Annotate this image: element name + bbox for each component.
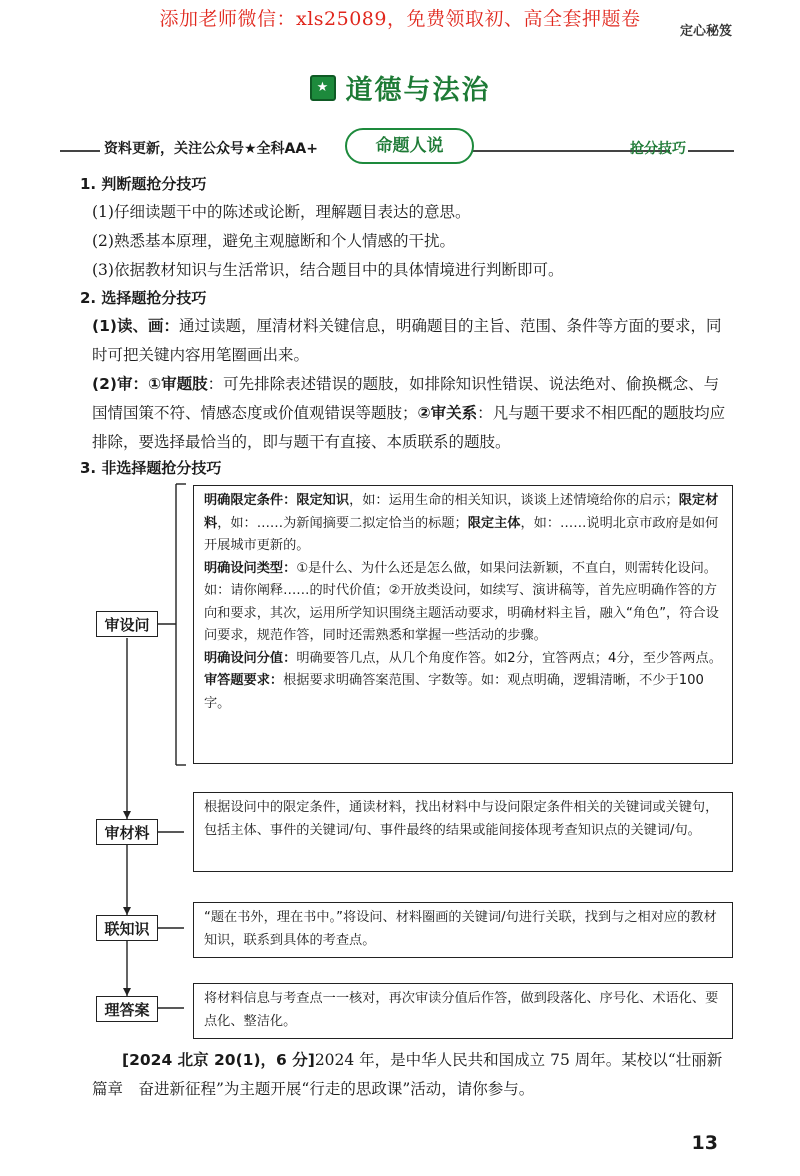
section-tip: 抢分技巧: [630, 141, 686, 157]
paragraph: (2)审：①审题肢：可先排除表述错误的题肢，如排除知识性错误、说法绝对、偷换概念、与国情国策不符、情感态度或价值观错误等题肢；②审关系：凡与题干要求不相匹配的题肢均应排除，要选择最恰当的，即与题干有直接、本质联系的题肢。: [92, 375, 726, 451]
example-source: [2024 北京 20(1)，6 分]: [122, 1051, 315, 1069]
series-tag: 定心秘笈: [679, 24, 732, 39]
step-box-cailiao: 根据设问中的限定条件，通读材料，找出材料中与设问限定条件相关的关键词或关键句，包括主体、事件的关键词/句、事件最终的结果或能间接体现考查知识点的关键词/句。: [193, 792, 733, 872]
step-label-daan: 理答案: [96, 996, 158, 1022]
subject-title: 道德与法治: [345, 75, 491, 106]
promo-banner: 添加老师微信：xls25089，免费领取初、高全套押题卷: [159, 8, 641, 30]
step-box-daan: 将材料信息与考查点一一核对，再次审读分值后作答，做到段落化、序号化、术语化、要点化、整洁化。: [193, 983, 733, 1039]
section-2-heading: 2. 选择题抢分技巧: [80, 289, 207, 307]
section-3-heading: 3. 非选择题抢分技巧: [80, 459, 222, 477]
example-question: [92, 1046, 734, 1104]
paragraph: (1)读、画：通过读题，厘清材料关键信息，明确题目的主旨、范围、条件等方面的要求，同时可把关键内容用笔圈画出来。: [92, 317, 722, 364]
example-text: 2024 年，是中华人民共和国成立 75 周年。某校以“壮丽新篇章 奋进新征程”为主题开展“行走的思政课”活动，请你参与。: [92, 1051, 723, 1098]
list-item: (1)仔细读题干中的陈述或论断，理解题目表达的意思。: [92, 203, 471, 221]
step-label-zhishi: 联知识: [96, 915, 158, 941]
book-star-icon: ★: [310, 75, 336, 101]
page-number: 13: [691, 1132, 718, 1154]
step-box-zhishi: “题在书外，理在书中。”将设问、材料圈画的关键词/句进行关联，找到与之相对应的教材知识，联系到具体的考查点。: [193, 902, 733, 958]
list-item: (3)依据教材知识与生活常识，结合题目中的具体情境进行判断即可。: [92, 261, 564, 279]
step-box-shewen: [193, 485, 733, 764]
step-label-cailiao: 审材料: [96, 819, 158, 845]
shewen-item: 审答题要求：根据要求明确答案范围、字数等。如：观点明确，逻辑清晰，不少于100字。: [204, 673, 704, 711]
step-label-shewen: 审设问: [96, 611, 158, 637]
resource-notice: 资料更新，关注公众号★全科AA+: [104, 141, 318, 157]
shewen-item: 明确限定条件：限定知识，如：运用生命的相关知识，谈谈上述情境给你的启示；限定材料，如：……为新闻摘要二拟定恰当的标题；限定主体，如：……说明北京市政府是如何开展城市更新的。: [204, 493, 719, 553]
shewen-item: 明确设问类型：①是什么、为什么还是怎么做，如果问法新颖，不直白，则需转化设问。如：请你阐释……的时代价值；②开放类设问，如续写、演讲稿等，首先应明确作答的方向和要求，其次，运用所学知识围绕主题活动要求，明确材料主旨，融入“角色”，符合设问要求，规范作答，同时还需熟悉和掌握一些活动的步骤。: [204, 560, 719, 643]
section-1-heading: 1. 判断题抢分技巧: [80, 175, 207, 193]
shewen-item: 明确设问分值：明确要答几点，从几个角度作答。如2分，宜答两点；4分，至少答两点。: [204, 650, 722, 666]
section-pill: 命题人说: [345, 128, 474, 164]
list-item: (2)熟悉基本原理，避免主观臆断和个人情感的干扰。: [92, 232, 455, 250]
